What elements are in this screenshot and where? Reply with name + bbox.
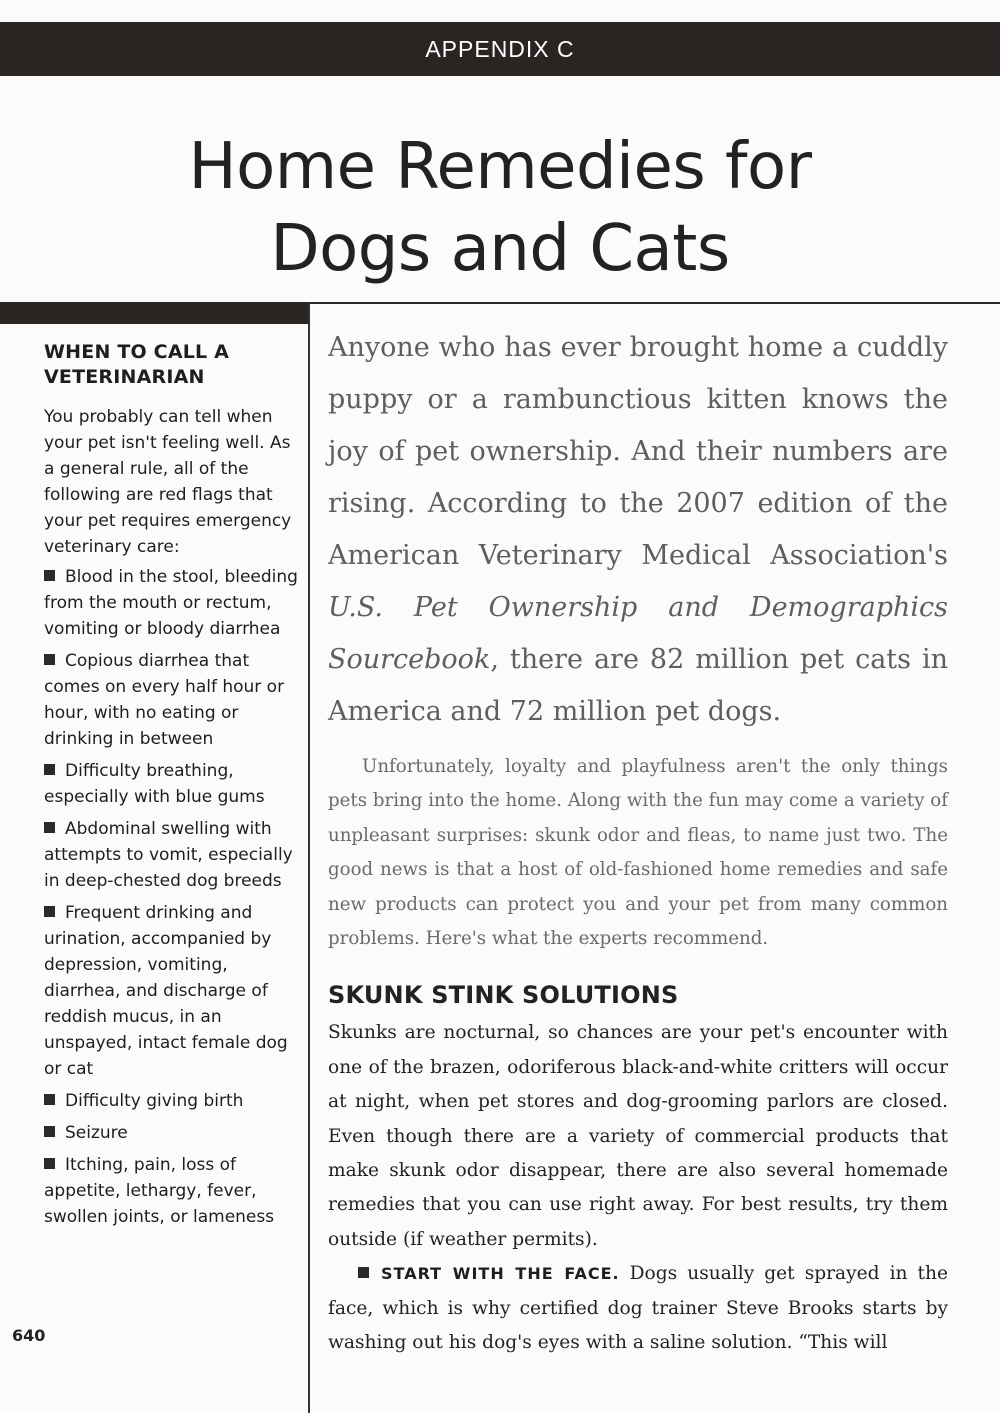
section-body: Skunks are nocturnal, so chances are your pet's encounter with one of the brazen, odoriferous black-and-white critters will occur at night, when pet stores and dog-grooming parlors are closed. Even though there are a variety of commercial products that make skunk odor disappear, there are also several homemade remedies that you can use right away. For best results, try them outside (if weather permits). xyxy=(328,1022,948,1250)
square-bullet-icon xyxy=(44,764,55,775)
list-item-text: Seizure xyxy=(65,1123,128,1143)
square-bullet-icon xyxy=(44,654,55,665)
list-item-text: Copious diarrhea that comes on every half hour or hour, with no eating or drinking in between xyxy=(44,651,285,749)
appendix-banner: APPENDIX C xyxy=(0,22,1000,76)
tip-text: Dogs usually get sprayed in the face, which is why certified dog trainer Steve Brooks starts by washing out his dog's eyes with a saline solution. “This will xyxy=(328,1263,948,1354)
sidebar-header-bar xyxy=(0,302,308,324)
page-title xyxy=(0,126,1000,290)
page-title-line-1: Home Remedies for xyxy=(188,130,812,204)
square-bullet-icon xyxy=(44,1126,55,1137)
list-item xyxy=(44,648,306,752)
list-item-text: Difficulty breathing, especially with blue gums xyxy=(44,761,265,807)
page-number: 640 xyxy=(12,1326,46,1345)
tip-label: START WITH THE FACE. xyxy=(381,1264,620,1284)
square-bullet-icon xyxy=(44,906,55,917)
lead-text-end: , there are 82 million pet cats in America and 72 million pet dogs. xyxy=(328,644,948,727)
tip-paragraph xyxy=(328,1257,948,1360)
sidebar-heading: WHEN TO CALL A VETERINARIAN xyxy=(44,341,230,388)
list-item xyxy=(44,816,306,894)
list-item-text: Blood in the stool, bleeding from the mouth or rectum, vomiting or bloody diarrhea xyxy=(44,567,298,639)
square-bullet-icon xyxy=(44,1158,55,1169)
section-heading: SKUNK STINK SOLUTIONS xyxy=(328,981,679,1010)
list-item-text: Itching, pain, loss of appetite, lethargy, fever, swollen joints, or lameness xyxy=(44,1155,275,1227)
lead-paragraph xyxy=(328,322,948,738)
list-item xyxy=(44,1152,306,1230)
sidebar-intro: You probably can tell when your pet isn't feeling well. As a general rule, all of the following are red flags that your pet requires emergency veterinary care: xyxy=(44,407,292,557)
lead-book-title: U.S. Pet Ownership and Demographics Sourcebook xyxy=(328,592,948,675)
list-item xyxy=(44,758,306,810)
square-bullet-icon xyxy=(44,822,55,833)
square-bullet-icon xyxy=(44,1094,55,1105)
list-item-text: Abdominal swelling with attempts to vomit, especially in deep-chested dog breeds xyxy=(44,819,293,891)
list-item xyxy=(44,900,306,1082)
square-bullet-icon xyxy=(44,570,55,581)
list-item xyxy=(44,1088,306,1114)
red-flag-list xyxy=(44,564,306,1230)
lead-text-start: Anyone who has ever brought home a cuddly puppy or a rambunctious kitten knows the joy of pet ownership. And their numbers are rising. According to the 2007 edition of the American Veterinary Medical Association's xyxy=(328,332,948,571)
square-bullet-icon xyxy=(358,1267,369,1278)
list-item-text: Frequent drinking and urination, accompanied by depression, vomiting, diarrhea, and discharge of reddish mucus, in an unspayed, intact female dog or cat xyxy=(44,903,288,1079)
list-item xyxy=(44,564,306,642)
list-item xyxy=(44,1120,306,1146)
vet-sidebar xyxy=(44,340,306,1236)
main-column xyxy=(328,322,948,1361)
list-item-text: Difficulty giving birth xyxy=(65,1091,244,1111)
intro-paragraph: Unfortunately, loyalty and playfulness aren't the only things pets bring into the home. Along with the fun may come a variety of unpleasant surprises: skunk odor and fleas, to name just two. The good news is that a host of old-fashioned home remedies and safe new products can protect you and your pet from many common problems. Here's what the experts recommend. xyxy=(328,756,948,950)
page-title-line-2: Dogs and Cats xyxy=(270,212,730,286)
column-divider xyxy=(308,302,310,1413)
